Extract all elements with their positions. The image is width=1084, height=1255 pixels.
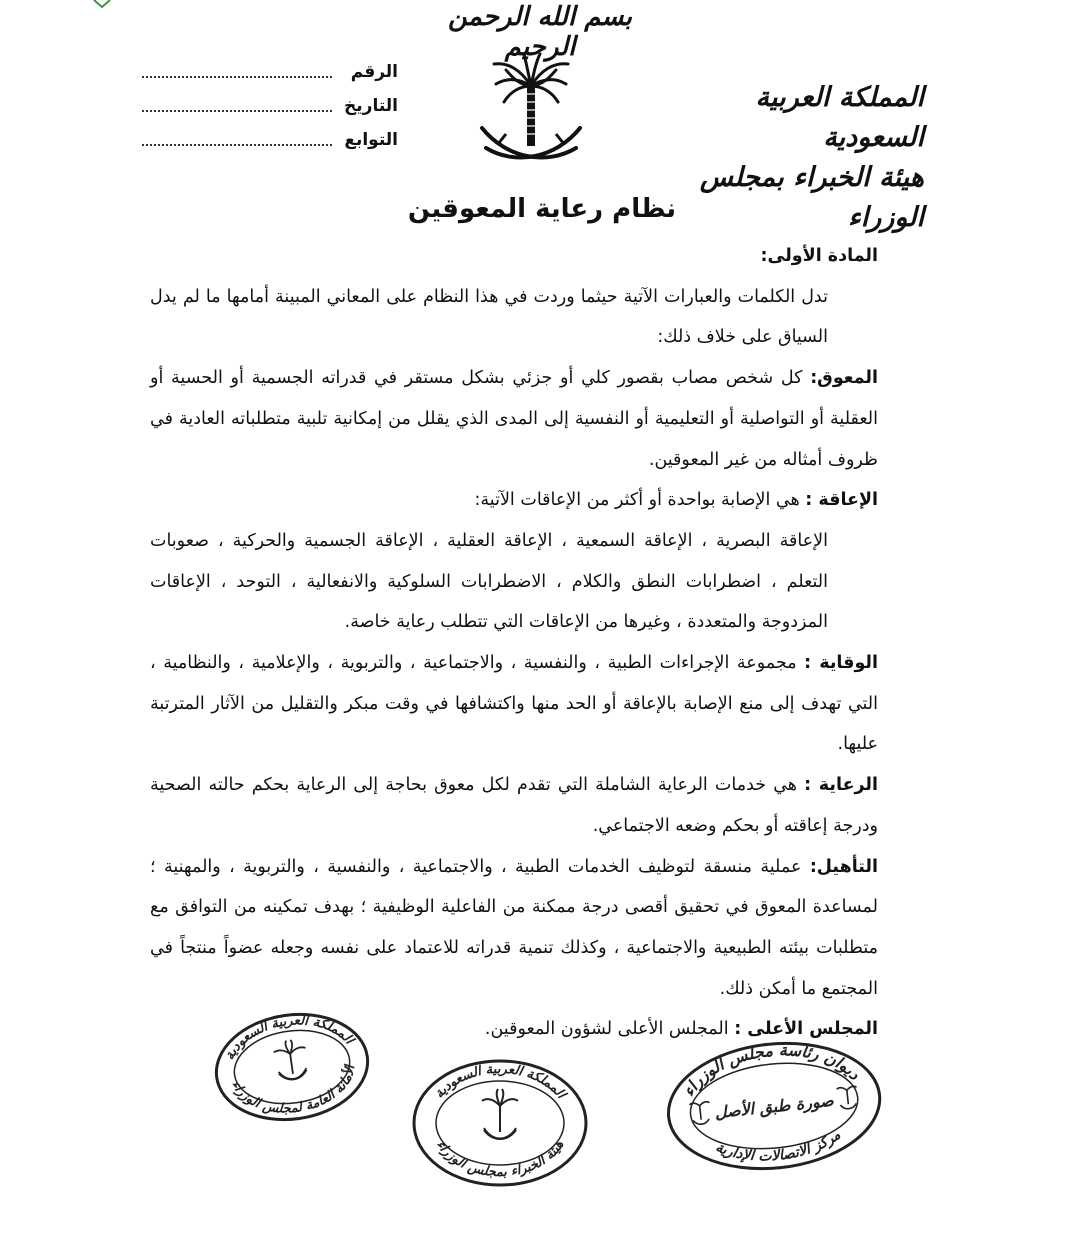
intro-paragraph: تدل الكلمات والعبارات الآتية حيثما وردت في هذا النظام على المعاني المبينة أمامها ما لم يدل السياق على خلاف ذلك: bbox=[150, 286, 828, 348]
stamp-text-top: ديوان رئاسة مجلس الوزراء bbox=[678, 1040, 865, 1100]
basmala: بسم الله الرحمن الرحيم bbox=[448, 2, 632, 62]
definition-term: المجلس الأعلى : bbox=[734, 1019, 878, 1040]
stamp-text-bottom: مركز الاتصالات الإدارية bbox=[713, 1127, 844, 1165]
definition-term: التأهيل: bbox=[809, 856, 878, 877]
org-line-2: هيئة الخبراء بمجلس الوزراء bbox=[699, 162, 924, 233]
definition-term: الإعاقة : bbox=[805, 490, 878, 511]
ref-number-field bbox=[142, 62, 398, 86]
definition-term: الوقاية : bbox=[804, 653, 878, 674]
definition-prevention bbox=[150, 643, 878, 765]
definition-text: المجلس الأعلى لشؤون المعوقين. bbox=[484, 1019, 729, 1040]
definition-rehabilitation bbox=[150, 847, 878, 1010]
ref-date-label: التاريخ bbox=[344, 96, 398, 116]
article-heading: المادة الأولى: bbox=[760, 246, 878, 266]
definition-text: كل شخص مصاب بقصور كلي أو جزئي بشكل مستقر في قدراته الجسمية أو الحسية أو العقلية أو التواصلية أو التعليمية أو النفسية إلى المدى الذي يقلل من إمكانية تلبية متطلباته العادية في ظروف أمثاله من غير المعوقين. bbox=[150, 368, 878, 470]
ref-attachments-label: التوابع bbox=[344, 130, 398, 150]
stamp-text-top: المملكة العربية السعودية bbox=[431, 1061, 569, 1102]
definition-care bbox=[150, 765, 878, 846]
ref-date-field bbox=[142, 96, 398, 120]
definition-term: الرعاية : bbox=[804, 775, 878, 796]
document-title: نظام رعاية المعوقين bbox=[407, 194, 677, 224]
palm-swords-emblem-icon bbox=[476, 48, 586, 178]
definition-text: هي الإصابة بواحدة أو أكثر من الإعاقات الآتية: bbox=[474, 490, 800, 511]
definition-term: المعوق: bbox=[810, 368, 878, 389]
definition-disabled bbox=[150, 358, 878, 480]
svg-text:ديوان رئاسة مجلس الوزراء bbox=[675, 1031, 866, 1102]
disability-list: الإعاقة البصرية ، الإعاقة السمعية ، الإعاقة العقلية ، الإعاقة الجسمية والحركية ، صعوبات التعلم ، اضطرابات النطق والكلام ، الاضطرابات السلوكية والانفعالية ، التوحد ، الإعاقات المزدوجة والمتعددة ، وغيرها من الإعاقات التي تتطلب رعاية خاصة. bbox=[150, 530, 828, 633]
ref-number-label: الرقم bbox=[350, 62, 398, 82]
ref-number-line bbox=[142, 76, 332, 78]
stamp-text-center: صورة طبق الأصل bbox=[713, 1090, 835, 1123]
definition-text: هي خدمات الرعاية الشاملة التي تقدم لكل معوق بحاجة إلى الرعاية بحكم حالته الصحية ودرجة إعاقته أو بحكم وضعه الاجتماعي. bbox=[150, 775, 878, 836]
definition-text: مجموعة الإجراءات الطبية ، والنفسية ، والاجتماعية ، والتربوية ، والإعلامية ، والنظامية ، التي تهدف إلى منع الإصابة بالإعاقة أو الحد منها واكتشافها في وقت مبكر والتقليل من الآثار المترتبة عليها. bbox=[150, 653, 878, 755]
ref-attachments-line bbox=[142, 144, 332, 146]
stamp-text-bottom: هيئة الخبراء بمجلس الوزراء bbox=[432, 1137, 568, 1181]
svg-text:المملكة العربية السعودية bbox=[432, 1062, 570, 1103]
definition-text: عملية منسقة لتوظيف الخدمات الطبية ، والاجتماعية ، والنفسية ، والتربوية ، والمهنية ؛ لمساعدة المعوق في تحقيق أقصى درجة ممكنة من الفاعلية الوظيفية ؛ بهدف تمكينه من التوافق مع متطلبات بيئته الطبيعية والاجتماعية ، وكذلك تنمية قدراته للاعتماد على نفسه وجعله عضواً منتجاً في المجتمع ما أمكن ذلك. bbox=[150, 856, 878, 999]
corner-mark bbox=[92, 0, 112, 8]
stamp-cabinet-office bbox=[664, 1040, 884, 1170]
stamp-experts-commission bbox=[410, 1058, 590, 1188]
document-body bbox=[150, 236, 878, 1050]
ref-date-line bbox=[142, 110, 332, 112]
stamp-text-top: المملكة العربية السعودية bbox=[222, 1013, 357, 1063]
ref-attachments-field bbox=[142, 130, 398, 154]
stamp-text-bottom: الأمانة العامة لمجلس الوزراء bbox=[228, 1065, 359, 1117]
svg-text:الأمانة العامة لمجلس الوزراء bbox=[227, 1061, 364, 1125]
definition-disability bbox=[150, 480, 878, 521]
org-line-1: المملكة العربية السعودية bbox=[755, 82, 924, 153]
stamp-general-secretariat bbox=[212, 1012, 372, 1122]
svg-text:مركز الاتصالات الإدارية bbox=[712, 1126, 846, 1171]
